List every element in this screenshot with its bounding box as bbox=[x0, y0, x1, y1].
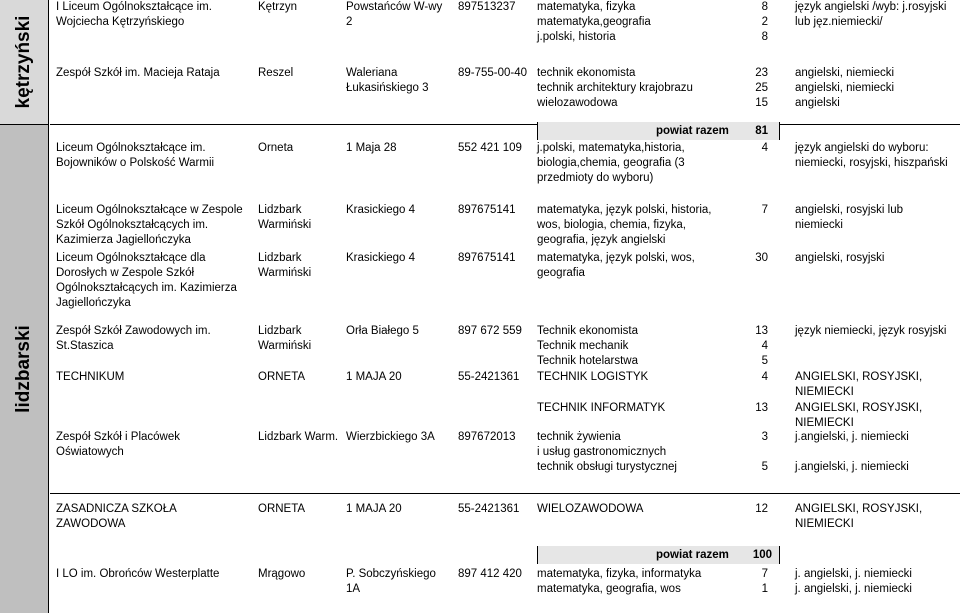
street: Krasickiego 4 bbox=[346, 204, 416, 216]
school-name: Bojowników o Polskość Warmii bbox=[56, 157, 215, 169]
school-name: Zespół Szkół im. Macieja Rataja bbox=[56, 67, 220, 79]
language: j. angielski, j. niemiecki bbox=[795, 568, 912, 580]
school-name: Wojciecha Kętrzyńskiego bbox=[56, 16, 185, 28]
subject: WIELOZAWODOWA bbox=[537, 503, 644, 515]
phone: 897672013 bbox=[458, 431, 516, 443]
city: Lidzbark bbox=[258, 252, 302, 264]
street: 1A bbox=[346, 583, 361, 595]
language: ANGIELSKI, ROSYJSKI, bbox=[795, 402, 923, 414]
subject: matematyka, język polski, historia, bbox=[537, 204, 712, 216]
school-name: ZASADNICZA SZKOŁA bbox=[56, 503, 177, 515]
street: P. Sobczyńskiego bbox=[346, 568, 436, 580]
student-count: 4 bbox=[761, 142, 768, 154]
street: 1 Maja 28 bbox=[346, 142, 397, 154]
language: język niemiecki, język rosyjski bbox=[795, 325, 947, 337]
city: Warmiński bbox=[258, 340, 312, 352]
student-count: 3 bbox=[761, 431, 768, 443]
city: Lidzbark bbox=[258, 204, 302, 216]
phone: 55-2421361 bbox=[458, 503, 520, 515]
divider bbox=[537, 122, 538, 140]
student-count: 1 bbox=[761, 583, 768, 595]
city: Warmiński bbox=[258, 219, 312, 231]
subject: geografia, język angielski bbox=[537, 234, 666, 246]
student-count: 30 bbox=[755, 252, 768, 264]
divider bbox=[50, 124, 960, 125]
student-count: 23 bbox=[755, 67, 768, 79]
school-name: Ogólnokształcących im. Kazimierza bbox=[56, 282, 237, 294]
student-count: 25 bbox=[755, 82, 768, 94]
phone: 897513237 bbox=[458, 1, 516, 13]
school-name: I Liceum Ogólnokształcące im. bbox=[56, 1, 212, 13]
street: Powstańców W-wy bbox=[346, 1, 443, 13]
county-name: lidzbarski bbox=[13, 325, 34, 413]
student-count: 5 bbox=[761, 355, 768, 367]
language: NIEMIECKI bbox=[795, 386, 854, 398]
phone: 552 421 109 bbox=[458, 142, 522, 154]
subject: matematyka,geografia bbox=[537, 16, 651, 28]
student-count: 7 bbox=[761, 204, 768, 216]
student-count: 4 bbox=[761, 371, 768, 383]
phone: 897675141 bbox=[458, 252, 516, 264]
subject: j.polski, historia bbox=[537, 31, 616, 43]
subject: j.polski, matematyka,historia, bbox=[537, 142, 685, 154]
school-name: Szkół Ogólnokształcących im. bbox=[56, 219, 209, 231]
language: ANGIELSKI, ROSYJSKI, bbox=[795, 503, 923, 515]
language: angielski, rosyjski lub bbox=[795, 204, 904, 216]
language: niemiecki bbox=[795, 219, 843, 231]
subject: wielozawodowa bbox=[537, 97, 618, 109]
student-count: 8 bbox=[761, 1, 768, 13]
subject: TECHNIK LOGISTYK bbox=[537, 371, 649, 383]
city: ORNETA bbox=[258, 371, 306, 383]
subject: technik żywienia bbox=[537, 431, 621, 443]
county-total-label: powiat razem bbox=[656, 549, 729, 561]
student-count: 4 bbox=[761, 340, 768, 352]
city: Reszel bbox=[258, 67, 294, 79]
subject: matematyka, język polski, wos, bbox=[537, 252, 695, 264]
language: angielski, niemiecki bbox=[795, 82, 895, 94]
city: Warmiński bbox=[258, 267, 312, 279]
language: ANGIELSKI, ROSYJSKI, bbox=[795, 371, 923, 383]
school-name: ZAWODOWA bbox=[56, 518, 126, 530]
student-count: 2 bbox=[761, 16, 768, 28]
language: NIEMIECKI bbox=[795, 417, 854, 429]
student-count: 13 bbox=[755, 402, 768, 414]
school-name: Oświatowych bbox=[56, 446, 124, 458]
city: Mrągowo bbox=[258, 568, 306, 580]
school-name: I LO im. Obrońców Westerplatte bbox=[56, 568, 220, 580]
student-count: 5 bbox=[761, 461, 768, 473]
divider bbox=[779, 122, 780, 140]
county-total-value: 100 bbox=[752, 549, 772, 561]
street: Waleriana bbox=[346, 67, 398, 79]
student-count: 8 bbox=[761, 31, 768, 43]
language: j.angielski, j. niemiecki bbox=[795, 431, 909, 443]
divider bbox=[779, 546, 780, 564]
school-name: St.Staszica bbox=[56, 340, 114, 352]
phone: 897 412 420 bbox=[458, 568, 522, 580]
subject: Technik hotelarstwa bbox=[537, 355, 638, 367]
subject: geografia bbox=[537, 267, 585, 279]
school-name: TECHNIKUM bbox=[56, 371, 125, 383]
county-label-lidzbarski bbox=[0, 125, 49, 613]
street: Łukasińskiego 3 bbox=[346, 82, 429, 94]
school-name: Zespół Szkół Zawodowych im. bbox=[56, 325, 211, 337]
subject: wos, biologia, chemia, fizyka, bbox=[537, 219, 686, 231]
language: angielski, niemiecki bbox=[795, 67, 895, 79]
student-count: 15 bbox=[755, 97, 768, 109]
divider bbox=[537, 546, 538, 564]
subject: matematyka, geografia, wos bbox=[537, 583, 681, 595]
language: angielski bbox=[795, 97, 840, 109]
school-name: Zespół Szkół i Placówek bbox=[56, 431, 180, 443]
phone: 55-2421361 bbox=[458, 371, 520, 383]
language: angielski, rosyjski bbox=[795, 252, 885, 264]
phone: 897675141 bbox=[458, 204, 516, 216]
subject: TECHNIK INFORMATYK bbox=[537, 402, 666, 414]
street: Wierzbickiego 3A bbox=[346, 431, 435, 443]
subject: technik architektury krajobrazu bbox=[537, 82, 693, 94]
street: Krasickiego 4 bbox=[346, 252, 416, 264]
street: Orła Białego 5 bbox=[346, 325, 419, 337]
city: Lidzbark Warm. bbox=[258, 431, 339, 443]
school-name: Dorosłych w Zespole Szkół bbox=[56, 267, 195, 279]
subject: technik ekonomista bbox=[537, 67, 636, 79]
subject: biologia,chemia, geografia (3 bbox=[537, 157, 685, 169]
county-name: kętrzyński bbox=[13, 15, 34, 109]
language: niemiecki, rosyjski, hiszpański bbox=[795, 157, 948, 169]
school-name: Jagiellończyka bbox=[56, 297, 131, 309]
county-label-ketrzynski bbox=[0, 0, 49, 125]
city: ORNETA bbox=[258, 503, 306, 515]
street: 1 MAJA 20 bbox=[346, 503, 402, 515]
language: język angielski do wyboru: bbox=[795, 142, 929, 154]
language: NIEMIECKI bbox=[795, 518, 854, 530]
student-count: 12 bbox=[755, 503, 768, 515]
subject: Technik ekonomista bbox=[537, 325, 638, 337]
subject: Technik mechanik bbox=[537, 340, 629, 352]
language: język angielski /wyb: j.rosyjski bbox=[795, 1, 947, 13]
student-count: 7 bbox=[761, 568, 768, 580]
street: 1 MAJA 20 bbox=[346, 371, 402, 383]
divider bbox=[50, 493, 960, 494]
city: Kętrzyn bbox=[258, 1, 297, 13]
subject: matematyka, fizyka, informatyka bbox=[537, 568, 702, 580]
subject: technik obsługi turystycznej bbox=[537, 461, 677, 473]
school-name: Kazimierza Jagiellończyka bbox=[56, 234, 191, 246]
student-count: 13 bbox=[755, 325, 768, 337]
language: j. angielski, j. niemiecki bbox=[795, 583, 912, 595]
phone: 89-755-00-40 bbox=[458, 67, 528, 79]
street: 2 bbox=[346, 16, 353, 28]
school-name: Liceum Ogólnokształcące dla bbox=[56, 252, 206, 264]
subject: przedmioty do wyboru) bbox=[537, 172, 654, 184]
county-total-value: 81 bbox=[755, 125, 768, 137]
phone: 897 672 559 bbox=[458, 325, 522, 337]
school-name: Liceum Ogólnokształcące w Zespole bbox=[56, 204, 243, 216]
language: j.angielski, j. niemiecki bbox=[795, 461, 909, 473]
city: Orneta bbox=[258, 142, 294, 154]
city: Lidzbark bbox=[258, 325, 302, 337]
language: lub jęz.niemiecki/ bbox=[795, 16, 883, 28]
subject: i usług gastronomicznych bbox=[537, 446, 667, 458]
county-total-label: powiat razem bbox=[656, 125, 729, 137]
subject: matematyka, fizyka bbox=[537, 1, 636, 13]
school-name: Liceum Ogólnokształcące im. bbox=[56, 142, 206, 154]
